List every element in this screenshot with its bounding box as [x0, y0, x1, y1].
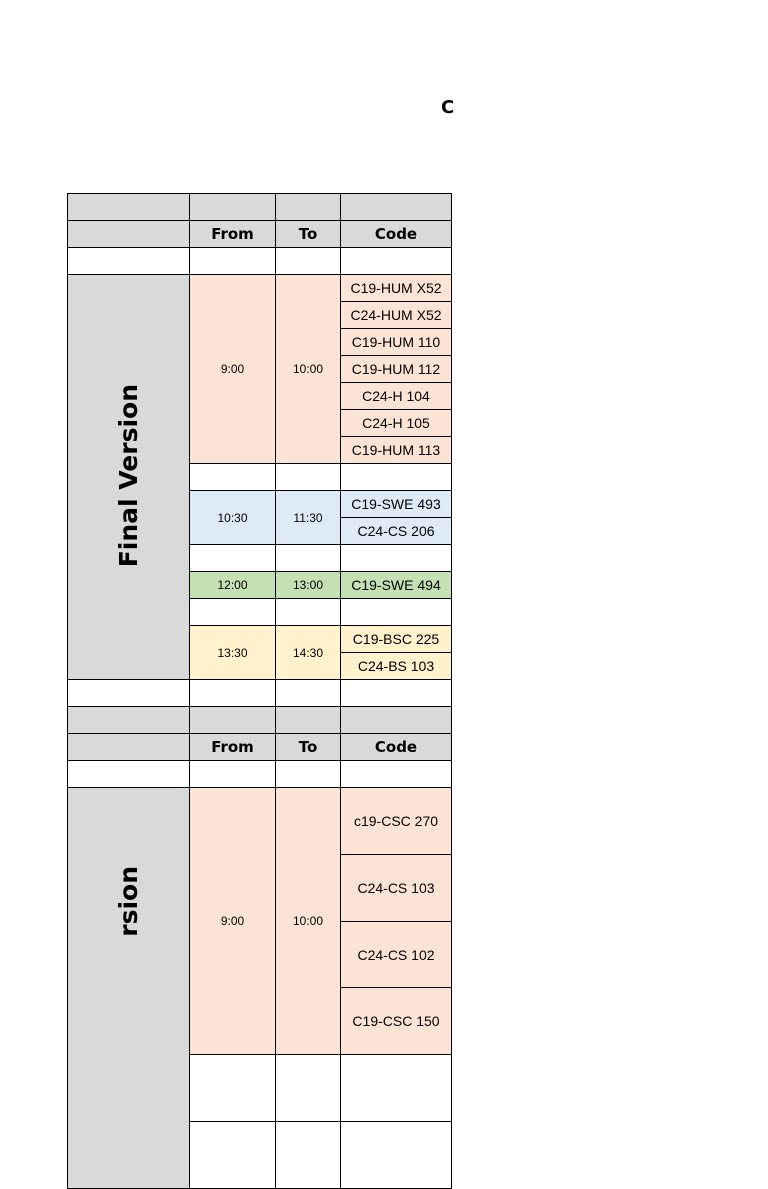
table-row [68, 788, 452, 855]
header-blank-cell [68, 221, 190, 248]
slot-from: 13:30 [190, 626, 276, 680]
course-code: c19-CSC 270 [341, 788, 452, 855]
header-code: Code [341, 221, 452, 248]
course-code: C24-H 104 [341, 383, 452, 410]
course-code: C24-H 105 [341, 410, 452, 437]
course-code: C24-BS 103 [341, 653, 452, 680]
course-code: C19-HUM 110 [341, 329, 452, 356]
banner-cell [190, 707, 276, 734]
course-code: C19-HUM 112 [341, 356, 452, 383]
slot-from: 10:30 [190, 491, 276, 545]
section-1-banner-row [68, 194, 452, 221]
section-2-banner-row [68, 707, 452, 734]
course-code: C19-SWE 494 [341, 572, 452, 599]
slot-to: 11:30 [276, 491, 341, 545]
slot-to: 14:30 [276, 626, 341, 680]
header-from: From [190, 221, 276, 248]
course-code: C24-CS 103 [341, 854, 452, 921]
header-to: To [276, 734, 341, 761]
banner-cell [276, 707, 341, 734]
course-code: C24-HUM X52 [341, 302, 452, 329]
slot-from: 9:00 [190, 788, 276, 1055]
banner-cell [68, 194, 190, 221]
slot-from: 12:00 [190, 572, 276, 599]
section-2-header-row [68, 734, 452, 761]
section-label: Final Version [114, 383, 143, 568]
header-to: To [276, 221, 341, 248]
spacer-row [68, 680, 452, 707]
header-from: From [190, 734, 276, 761]
course-code: C24-CS 206 [341, 518, 452, 545]
section-1-header-row [68, 221, 452, 248]
slot-to: 13:00 [276, 572, 341, 599]
slot-from: 9:00 [190, 275, 276, 464]
schedule-viewport [67, 193, 453, 1030]
section-label: rsion [113, 866, 143, 937]
course-code: C19-BSC 225 [341, 626, 452, 653]
banner-cell [68, 707, 190, 734]
course-code: C19-CSC 150 [341, 988, 452, 1055]
course-code: C19-HUM X52 [341, 275, 452, 302]
banner-cell [276, 194, 341, 221]
spacer-row [68, 761, 452, 788]
exam-schedule-table [67, 193, 452, 1189]
banner-cell [190, 194, 276, 221]
header-code: Code [341, 734, 452, 761]
banner-cell [341, 707, 452, 734]
section-label-cell [68, 788, 190, 1189]
course-code: C19-SWE 493 [341, 491, 452, 518]
slot-to: 10:00 [276, 275, 341, 464]
section-label-cell [68, 275, 190, 680]
course-code: C19-HUM 113 [341, 437, 452, 464]
page-title: C [441, 97, 455, 118]
table-row [68, 275, 452, 302]
slot-to: 10:00 [276, 788, 341, 1055]
spacer-row [68, 248, 452, 275]
banner-cell [341, 194, 452, 221]
header-blank-cell [68, 734, 190, 761]
course-code: C24-CS 102 [341, 921, 452, 988]
